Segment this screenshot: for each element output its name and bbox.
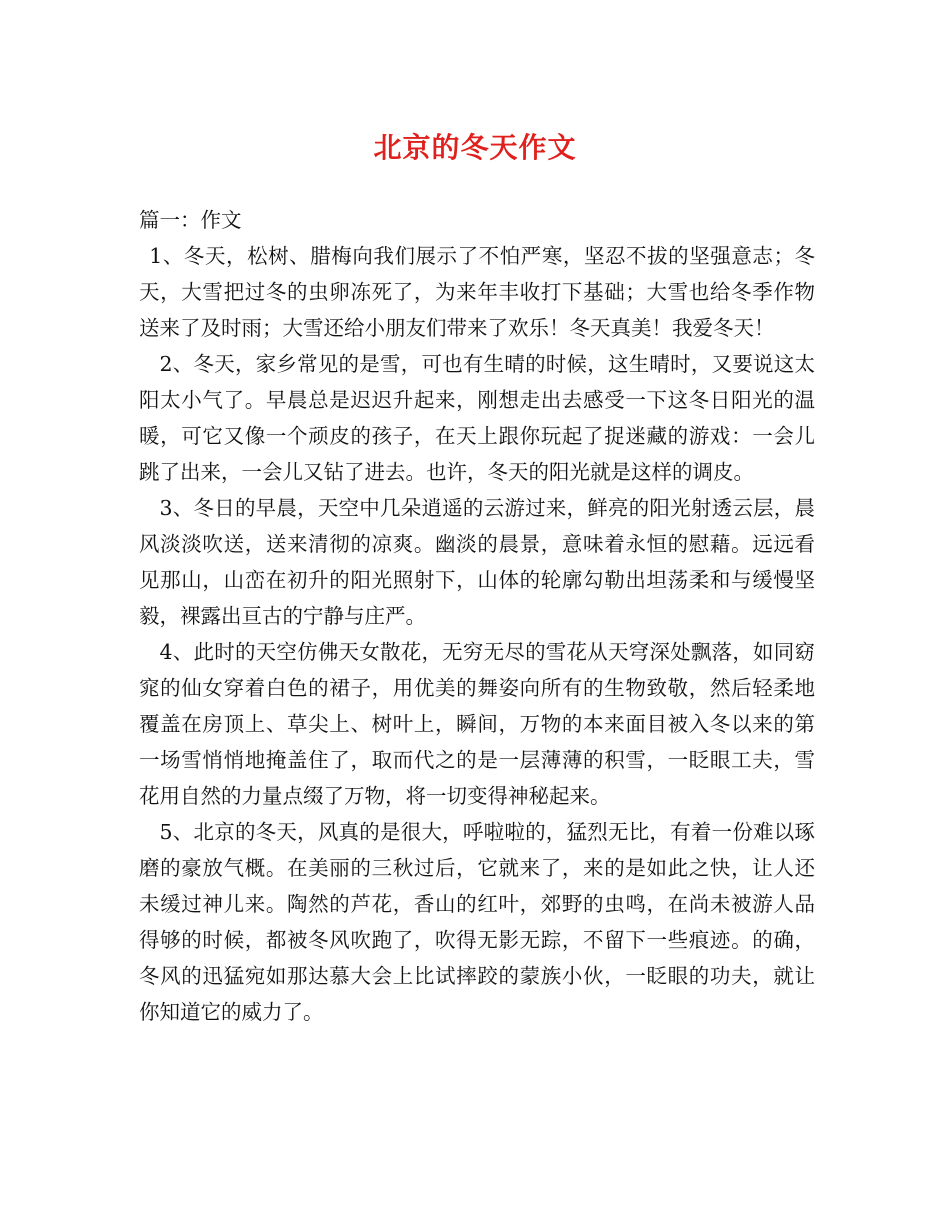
document-title: 北京的冬天作文 [373, 131, 577, 164]
paragraph-5: 5、北京的冬天，风真的是很大，呼啦啦的，猛烈无比，有着一份难以琢磨的豪放气概。在美丽的三秋过后，它就来了，来的是如此之快，让人还未缓过神儿来。陶然的芦花，香山的红叶，郊野的虫鸣，在尚未被游人品得够的时候，都被冬风吹跑了，吹得无影无踪，不留下一些痕迹。的确，冬风的迅猛宛如那达慕大会上比试摔跤的蒙族小伙，一眨眼的功夫，就让你知道它的威力了。 [139, 820, 815, 1024]
paragraph-3: 3、冬日的早晨，天空中几朵逍遥的云游过来，鲜亮的阳光射透云层，晨风淡淡吹送，送来清彻的凉爽。幽淡的晨景，意味着永恒的慰藉。远远看见那山，山峦在初升的阳光照射下，山体的轮廓勾勒出坦荡柔和与缓慢坚毅，裸露出亘古的宁静与庄严。 [139, 496, 815, 628]
paragraph-2: 2、冬天，家乡常见的是雪，可也有生晴的时候，这生晴时，又要说这太阳太小气了。早晨总是迟迟升起来，刚想走出去感受一下这冬日阳光的温暖，可它又像一个顽皮的孩子，在天上跟你玩起了捉迷藏的游戏：一会儿跳了出来，一会儿又钻了进去。也许，冬天的阳光就是这样的调皮。 [139, 352, 815, 484]
document-body [139, 202, 815, 1030]
paragraph-4: 4、此时的天空仿佛天女散花，无穷无尽的雪花从天穹深处飘落，如同窈窕的仙女穿着白色的裙子，用优美的舞姿向所有的生物致敬，然后轻柔地覆盖在房顶上、草尖上、树叶上，瞬间，万物的本来面目被入冬以来的第一场雪悄悄地掩盖住了，取而代之的是一层薄薄的积雪，一眨眼工夫，雪花用自然的力量点缀了万物，将一切变得神秘起来。 [139, 640, 815, 808]
section-heading: 篇一：作文 [139, 208, 242, 232]
paragraph-1: 1、冬天，松树、腊梅向我们展示了不怕严寒，坚忍不拔的坚强意志；冬天，大雪把过冬的虫卵冻死了，为来年丰收打下基础；大雪也给冬季作物送来了及时雨；大雪还给小朋友们带来了欢乐！冬天真美！我爱冬天！ [139, 244, 815, 340]
